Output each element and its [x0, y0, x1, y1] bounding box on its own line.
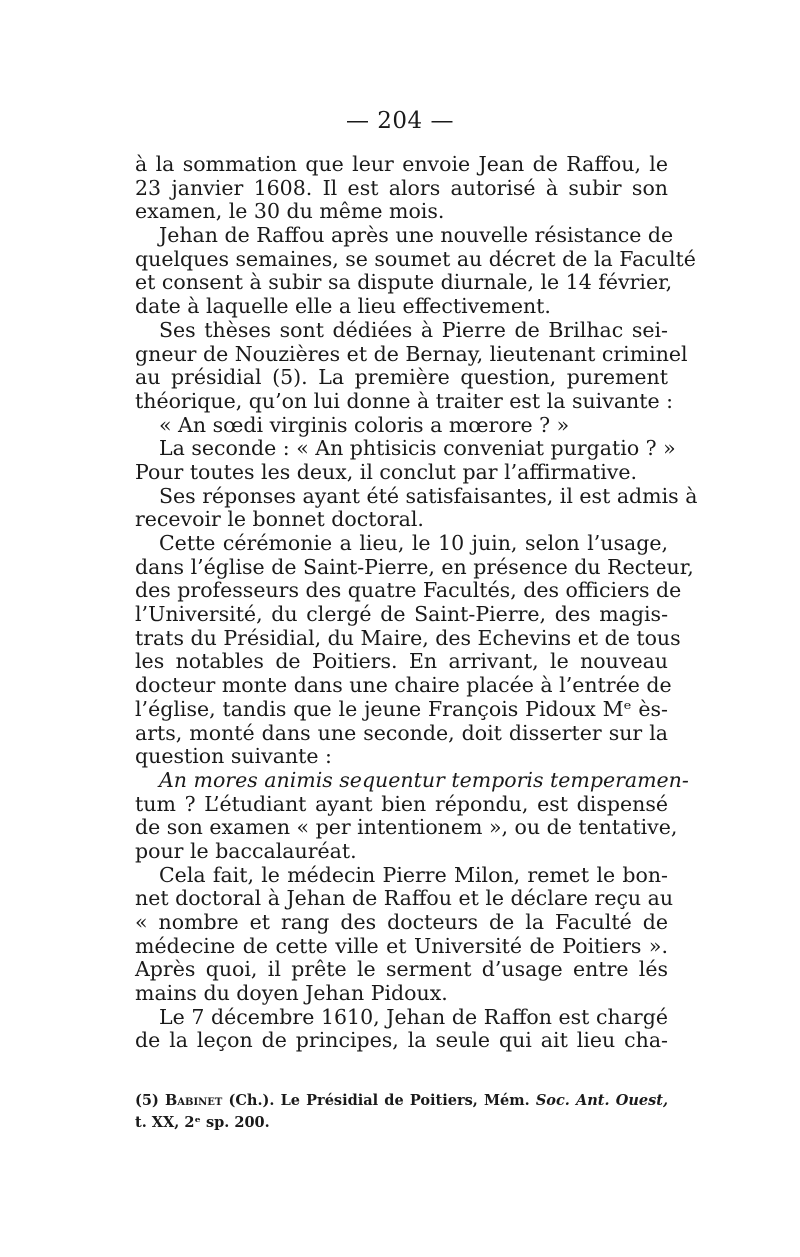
text-line: An mores animis sequentur temporis temperamen- [159, 767, 689, 792]
text-line: question suivante : [135, 744, 332, 769]
text-line: net doctoral à Jehan de Raffou et le déclare reçu au [135, 886, 674, 911]
text-line: dans l’église de Saint-Pierre, en présence du Recteur, [135, 554, 694, 579]
text-line: pour le baccalauréat. [135, 838, 357, 863]
text-line: et consent à subir sa dispute diurnale, le 14 février, [135, 270, 673, 295]
text-line: Jehan de Raffou après une nouvelle résistance de [159, 223, 674, 248]
text-line: quelques semaines, se soumet au décret de la Faculté [135, 246, 696, 271]
text-line: docteur monte dans une chaire placée à l’entrée de [135, 673, 672, 698]
text-line: 23 janvier 1608. Il est alors autorisé à subir son [135, 175, 668, 200]
text-line: date à laquelle elle a lieu effectivement. [135, 294, 551, 319]
text-line: Après quoi, il prête le serment d’usage entre lés [135, 957, 668, 982]
text-line: les notables de Poitiers. En arrivant, le nouveau [135, 649, 668, 674]
text-line: trats du Présidial, du Maire, des Echevins et de tous [135, 625, 681, 650]
footnote-line-2: t. XX, 2ᵉ sp. 200. [135, 1114, 270, 1131]
text-line: La seconde : « An phtisicis conveniat purgatio ? » [159, 436, 676, 461]
text-line: recevoir le bonnet doctoral. [135, 507, 424, 532]
text-line: médecine de cette ville et Université de Poitiers ». [135, 933, 668, 958]
footnote-author: Babinet [164, 1092, 223, 1109]
text-line: Ses réponses ayant été satisfaisantes, il est admis à [159, 483, 698, 508]
text-line: Cette cérémonie a lieu, le 10 juin, selon l’usage, [159, 531, 668, 555]
text-line: mains du doyen Jehan Pidoux. [135, 981, 448, 1006]
text-line: Cela fait, le médecin Pierre Milon, remet le bon- [159, 862, 668, 887]
text-line: de la leçon de principes, la seule qui ait lieu cha- [135, 1028, 668, 1053]
text-line: des professeurs des quatre Facultés, des officiers de [135, 578, 682, 603]
text-line: « nombre et rang des docteurs de la Faculté de [135, 910, 668, 934]
footnote-marker: (5) [135, 1092, 159, 1109]
text-line: Pour toutes les deux, il conclut par l’affirmative. [135, 459, 637, 484]
text-line: de son examen « per intentionem », ou de tentative, [135, 815, 678, 840]
footnote [135, 1090, 668, 1134]
text-line: Le 7 décembre 1610, Jehan de Raffon est chargé [159, 1004, 668, 1029]
text-line: à la sommation que leur envoie Jean de Raffou, le [135, 152, 668, 176]
page-number: — 204 — [345, 108, 455, 134]
text-line: examen, le 30 du même mois. [135, 199, 445, 224]
footnote-citation: (Ch.). Le Présidial de Poitiers, Mém. [228, 1092, 530, 1109]
text-line: tum ? L’étudiant ayant bien répondu, est dispensé [135, 791, 668, 816]
text-line: théorique, qu’on lui donne à traiter est la suivante : [135, 388, 674, 413]
footnote-line-1 [135, 1090, 668, 1112]
footnote-journal: Soc. Ant. Ouest, [535, 1092, 668, 1109]
text-line: Ses thèses sont dédiées à Pierre de Brilhac sei- [159, 317, 668, 342]
text-line: au présidial (5). La première question, purement [135, 365, 668, 390]
text-line: l’église, tandis que le jeune François Pidoux Mᵉ ès- [135, 696, 668, 721]
text-line: l’Université, du clergé de Saint-Pierre, des magis- [135, 602, 668, 627]
text-line: gneur de Nouzières et de Bernay, lieutenant criminel [135, 341, 688, 366]
body-text [135, 152, 698, 1053]
text-line: « An sœdi virginis coloris a mœrore ? » [159, 412, 570, 437]
text-line: arts, monté dans une seconde, doit disserter sur la [135, 720, 668, 745]
